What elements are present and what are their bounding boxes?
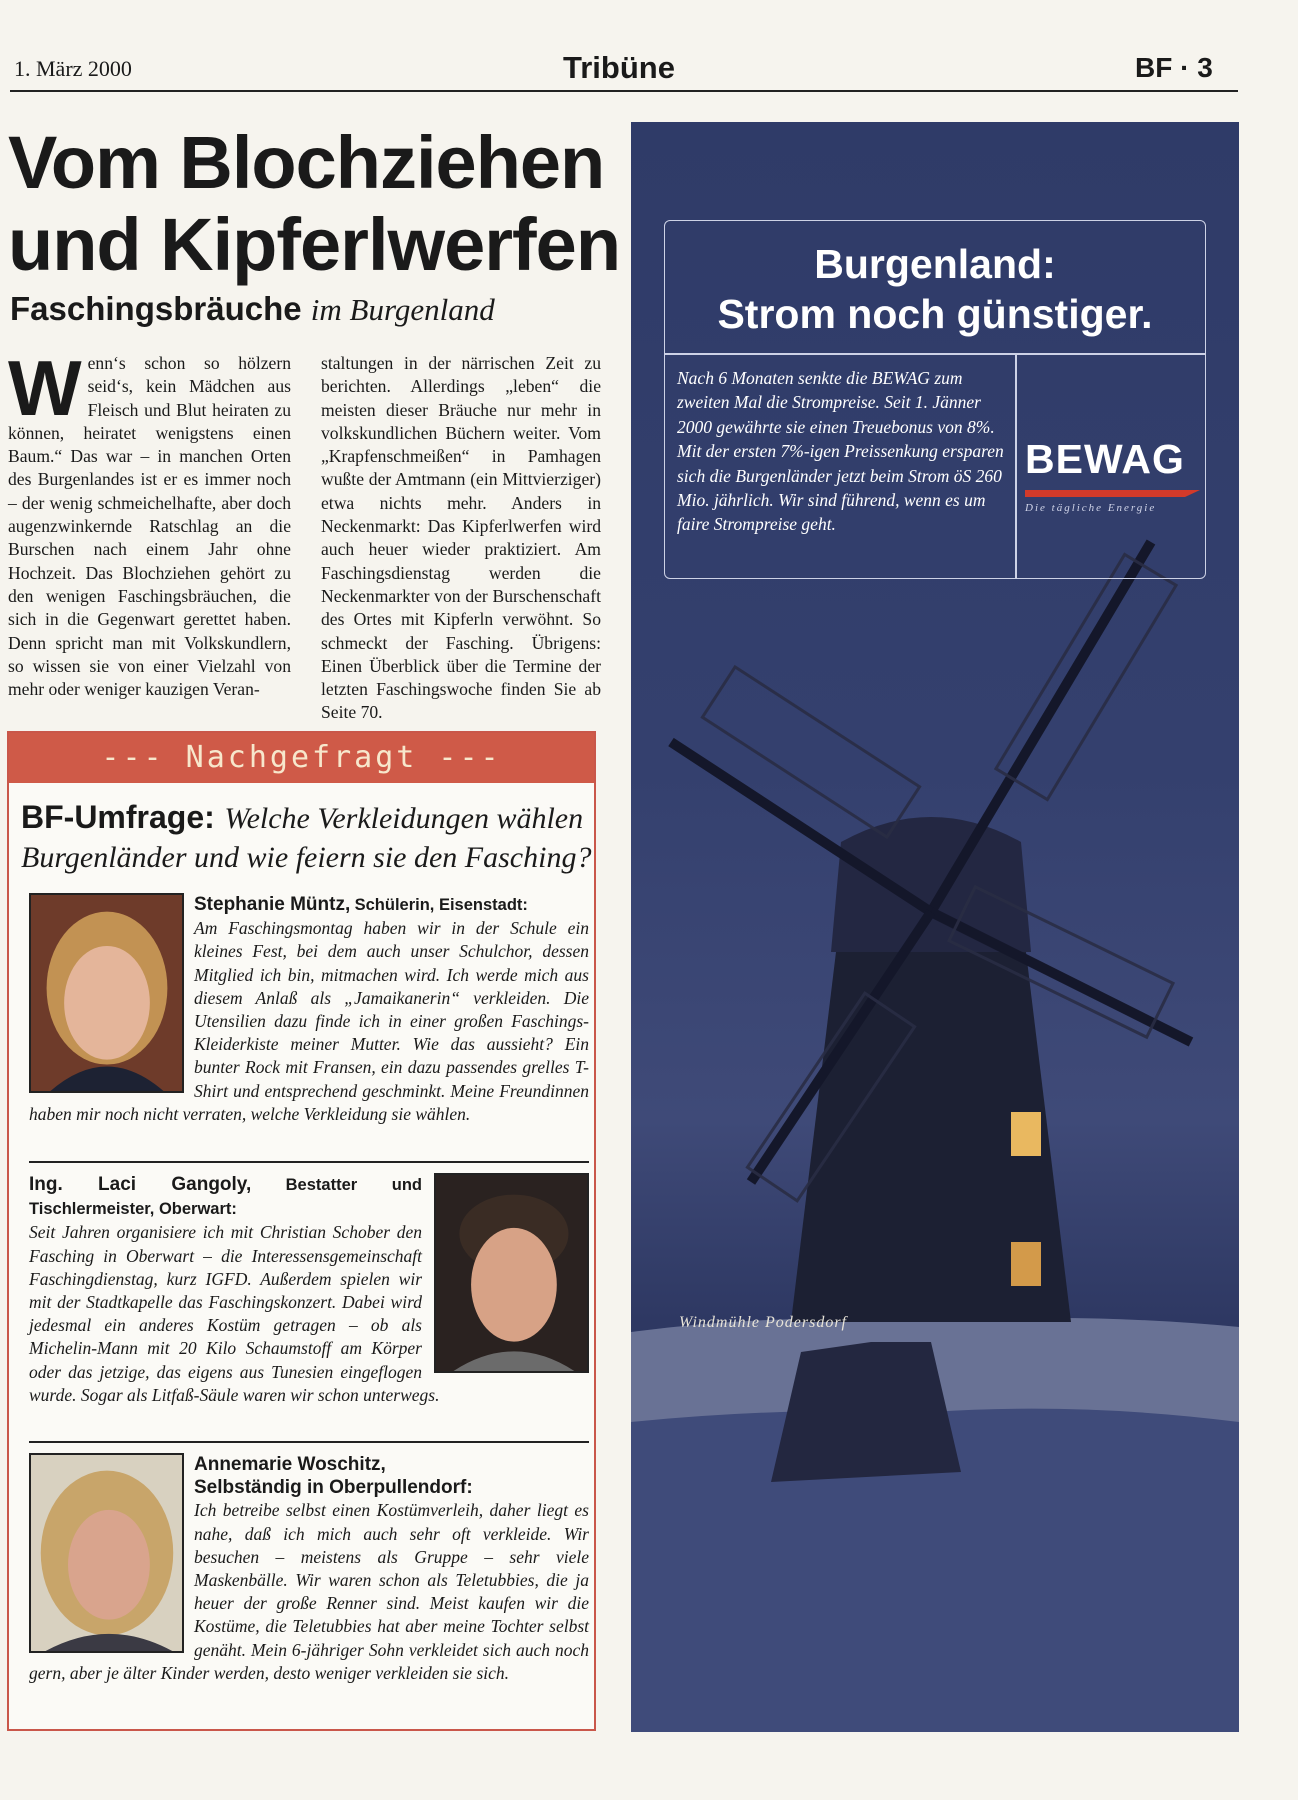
- article-column-2: staltungen in der närrischen Zeit zu berichten. Allerdings „leben“ die meisten dieser Bräuche nur mehr in volkskundlichen Büchern weiter. Vom „Krapfenschmeißen“ in Pamhagen wußte der Amtmann (ein Mittvierziger) etwa nichts mehr. Anders in Neckenmarkt: Das Kipferlwerfen wird auch heuer wieder praktiziert. Am Faschingsdienstag werden die Neckenmarkter von der Burschenschaft des Ortes mit Kipferln verwöhnt. So schmeckt der Fasching. Übrigens: Einen Überblick über die Termine der letzten Faschingswoche finden Sie ab Seite 70.: [321, 353, 601, 723]
- interview-text: Seit Jahren organisiere ich mit Christian Schober den Fasching in Oberwart – die Interessensgemeinschaft Faschingdienstag, kurz IGFD. Außerdem spielen wir mit der Stadtkapelle das Faschingskonzert. Dabei wird jedesmal ein anderes Kostüm getragen – ob als Michelin-Mann mit 20 Kilo Schaumstoff am Körper oder das jetzige, das eigens aus Tunesien eingeflogen wurde. Sogar als Litfaß-Säule waren wir schon unterwegs.: [29, 1222, 440, 1405]
- survey-question-2: Burgenländer und wie feiern sie den Fasching?: [21, 841, 592, 874]
- drop-cap: W: [8, 344, 82, 432]
- interview-3: [29, 1453, 589, 1685]
- section-title: Tribüne: [563, 50, 675, 85]
- logo-tagline: Die tägliche Energie: [1025, 502, 1157, 514]
- ad-divider-vertical: [1015, 353, 1017, 578]
- interview-text: Ich betreibe selbst einen Kostümverleih, daher liegt es nahe, daß ich mich auch sehr oft verkleide. Wir besuchen – meistens als Gruppe – sehr viele Maskenbälle. Wir waren schon als Teletubbies, die ja heuer der große Renner sind. Meist kaufen wir die Kostüme, die Teletubbies hat aber meine Tochter selbst genäht. Mein 6-jähriger Sohn verkleidet sich auch noch gern, aber je älter Kinder werden, desto weniger verkleiden sie sich.: [29, 1500, 589, 1683]
- interviewee-name: Annemarie Woschitz,: [194, 1454, 386, 1475]
- portrait-photo: [29, 893, 184, 1093]
- interview-2: [29, 1173, 589, 1407]
- article-column-1-text: enn‘s schon so hölzern seid‘s, kein Mädchen aus Fleisch und Blut heiraten zu können, heiratet wenigstens einen Baum.“ Das war – in manchen Orten des Burgenlandes ist er es immer noch – der wenig schmeichelhafte, aber doch augenzwinkernde Ratschlag an die Burschen nach einem Jahr ohne Hochzeit. Das Blochziehen gehört zu den wenigen Faschingsbräuchen, die sich in die Gegenwart gerettet haben. Denn spricht man mit Volkskundlern, so wissen sie von einer Vielzahl von mehr oder weniger kauzigen Veran-: [8, 353, 291, 700]
- interview-1: [29, 893, 589, 1126]
- interview-separator: [29, 1161, 589, 1163]
- bewag-advertisement: [631, 122, 1239, 1732]
- survey-title: BF-Umfrage:: [21, 799, 215, 835]
- issue-date: 1. März 2000: [14, 56, 132, 81]
- subhead-italic: im Burgenland: [310, 292, 495, 327]
- logo-swoosh-icon: [1025, 488, 1200, 498]
- ad-headline-line-2: Strom noch günstiger.: [717, 291, 1153, 337]
- logo-text: BEWAG: [1025, 436, 1185, 482]
- interview-separator: [29, 1441, 589, 1443]
- interviewee-role: Selbständig in Oberpullendorf:: [194, 1477, 473, 1499]
- interviewee-name: Ing. Laci Gangoly,: [29, 1174, 252, 1195]
- article-headline: Vom Blochziehen und Kipferlwerfen: [8, 121, 621, 286]
- interviewee-role: Bestatter und Tischlermeister, Oberwart:: [29, 1176, 422, 1219]
- survey-box: [7, 731, 596, 1731]
- survey-question-line-1: [21, 799, 583, 836]
- interview-text: Am Faschingsmontag haben wir in der Schule ein kleines Fest, bei dem auch unser Schulchor, dessen Mitglied ich bin, mitmachen wird. Ich werde mich aus diesem Anlaß als „Jamaikanerin“ verkleiden. Die Utensilien dazu finde ich in einer großen Faschings-Kleiderkiste meiner Mutter. Wie das aussieht? Ein bunter Rock mit Fransen, ein dazu passendes grelles T-Shirt und entsprechend geschminkt. Meine Freundinnen haben mir noch nicht verraten, welche Verkleidung sie wählen.: [29, 918, 589, 1124]
- ad-body-text: Nach 6 Monaten senkte die BEWAG zum zweiten Mal die Strompreise. Seit 1. Jänner 2000 gewährte sie einen Treuebonus von 8%. Mit der ersten 7%-igen Preissenkung ersparen sich die Burgenländer jetzt beim Strom öS 260 Mio. jährlich. Wir sind führend, wenn es um faire Strompreise geht.: [677, 368, 1004, 535]
- ad-headline-line-1: Burgenland:: [814, 241, 1056, 287]
- subhead-bold: Faschingsbräuche: [10, 290, 302, 327]
- ad-textbox: [664, 220, 1206, 579]
- portrait-photo: [29, 1453, 184, 1653]
- article-column-1: [8, 344, 291, 701]
- interviewee-name: Stephanie Müntz,: [194, 894, 351, 915]
- survey-question-1: Welche Verkleidungen wählen: [224, 802, 584, 835]
- page-number: BF · 3: [1135, 52, 1213, 83]
- survey-banner: --- Nachgefragt ---: [9, 733, 594, 783]
- ad-divider: [665, 353, 1205, 355]
- photo-caption: Windmühle Podersdorf: [679, 1314, 847, 1331]
- portrait-photo: [434, 1173, 589, 1373]
- header-rule: [10, 90, 1238, 92]
- interviewee-role: Schülerin, Eisenstadt:: [354, 896, 528, 914]
- ad-headline: [665, 239, 1205, 339]
- article-subhead: [10, 290, 495, 328]
- bewag-logo: [1025, 436, 1200, 514]
